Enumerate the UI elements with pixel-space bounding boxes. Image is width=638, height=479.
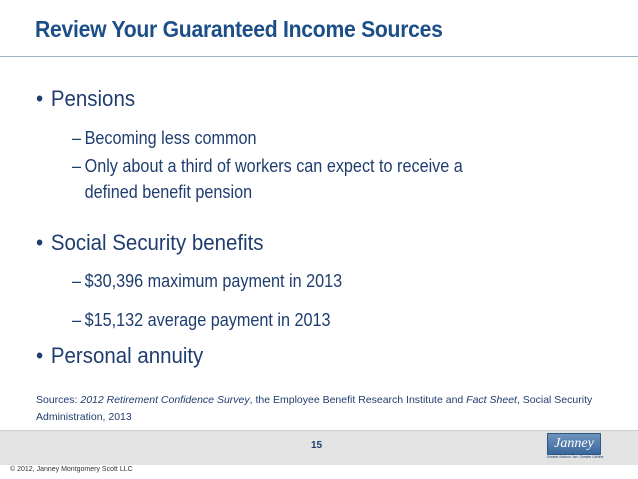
title-divider	[0, 56, 638, 57]
sub-bullet: – $30,396 maximum payment in 2013	[72, 268, 342, 294]
bullet-dot: •	[36, 343, 44, 368]
dash-marker: –	[72, 128, 82, 148]
dash-marker: –	[72, 156, 82, 176]
sub-bullet: – $15,132 average payment in 2013	[72, 307, 330, 333]
slide-title: Review Your Guaranteed Income Sources	[35, 16, 443, 42]
sub-bullet: – Becoming less common	[72, 125, 257, 151]
logo-wordmark: Janney	[547, 433, 601, 455]
sources-note: Sources: 2012 Retirement Confidence Survey, the Employee Benefit Research Institute and Fact Sheet, Social Security Administration, 2013	[36, 394, 593, 423]
bullet-personal-annuity: • Personal annuity	[36, 343, 204, 368]
bullet-dot: •	[36, 86, 44, 111]
bullet-dot: •	[36, 230, 44, 255]
logo-tagline: Greater Advisor Jan. Greater Lifeline	[546, 455, 604, 459]
dash-marker: –	[72, 310, 82, 330]
bullet-social-security: • Social Security benefits	[36, 230, 264, 255]
janney-logo	[543, 433, 603, 463]
sub-bullet: – Only about a third of workers can expect to receive a defined benefit pension	[72, 153, 463, 205]
copyright: © 2012, Janney Montgomery Scott LLC	[10, 466, 133, 473]
dash-marker: –	[72, 271, 82, 291]
page-number: 15	[311, 440, 323, 451]
bullet-pensions: • Pensions	[36, 86, 136, 111]
